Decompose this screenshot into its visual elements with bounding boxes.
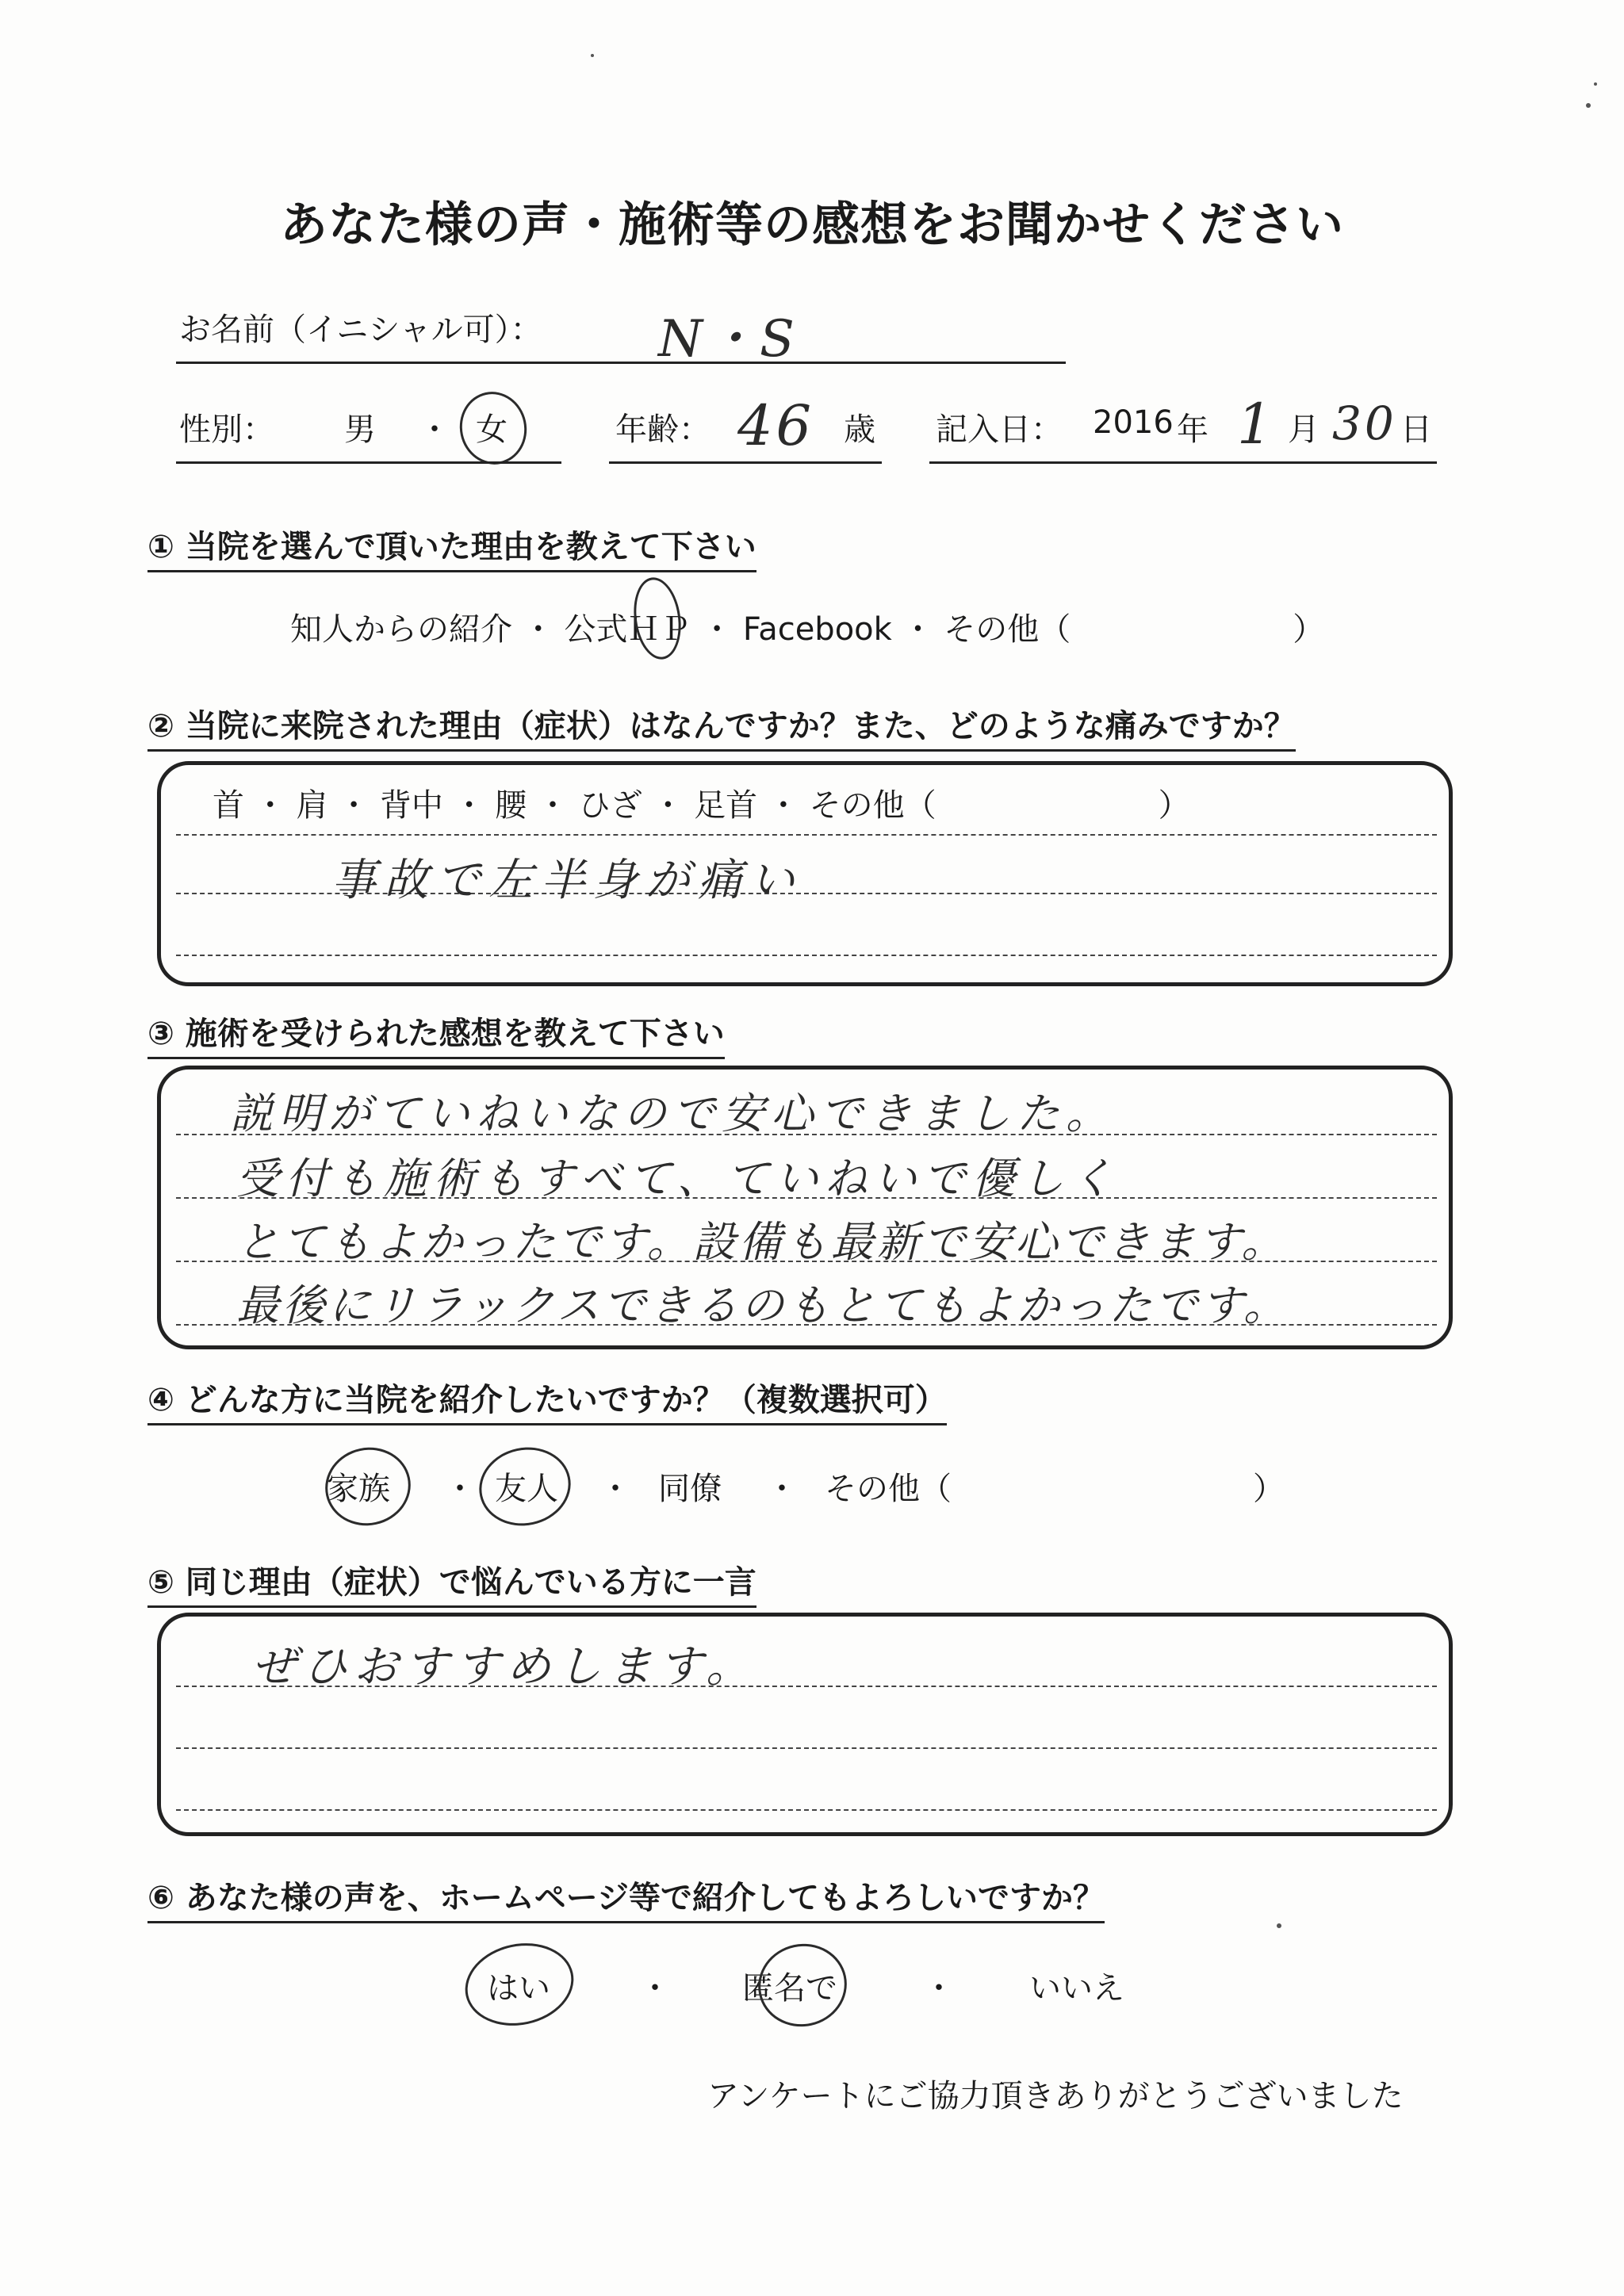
q5-heading: ⑤ 同じ理由（症状）で悩んでいる方に一言 bbox=[147, 1557, 756, 1608]
q2-options[interactable]: 首 ・ 肩 ・ 背中 ・ 腰 ・ ひざ ・ 足首 ・ その他（ ） bbox=[213, 787, 1190, 824]
q4-separator: ・ bbox=[444, 1471, 476, 1507]
q6-option-yes[interactable]: はい bbox=[487, 1970, 550, 2007]
gender-separator: ・ bbox=[419, 411, 450, 448]
footer-thanks: アンケートにご協力頂きありがとうございました bbox=[707, 2078, 1404, 2114]
name-underline bbox=[176, 362, 1066, 364]
q3-answer-line[interactable]: 説明がていねいなので安心できました。 bbox=[230, 1089, 1115, 1138]
q1-options[interactable]: 知人からの紹介 ・ 公式ＨＰ ・ Facebook ・ その他（ ） bbox=[290, 611, 1325, 648]
q3-answer-line[interactable]: 受付も施術もすべて、ていねいで優しく bbox=[236, 1154, 1120, 1203]
gender-underline bbox=[176, 461, 561, 464]
q4-selection-circle-family bbox=[318, 1440, 418, 1533]
q2-line bbox=[176, 834, 1437, 836]
q4-separator: ・ bbox=[766, 1471, 798, 1507]
q6-separator: ・ bbox=[923, 1970, 955, 2007]
scan-speck bbox=[1594, 82, 1597, 86]
date-day[interactable]: 30 bbox=[1332, 396, 1397, 450]
date-day-unit: 日 bbox=[1400, 411, 1432, 448]
q6-selection-circle-yes bbox=[458, 1934, 581, 2035]
gender-selection-circle bbox=[453, 385, 533, 470]
q2-heading: ② 当院に来院された理由（症状）はなんですか？また、どのような痛みですか？ bbox=[147, 701, 1296, 752]
age-value[interactable]: 46 bbox=[737, 393, 815, 458]
date-year-unit: 年 bbox=[1177, 411, 1208, 448]
scan-speck bbox=[1277, 1923, 1281, 1928]
name-label: お名前（イニシャル可）： bbox=[179, 312, 542, 348]
q3-answer-line[interactable]: とてもよかったです。設備も最新で安心できます。 bbox=[236, 1217, 1288, 1267]
scan-speck bbox=[1586, 103, 1591, 108]
q4-option-other-close: ） bbox=[1253, 1471, 1285, 1507]
age-label: 年齢： bbox=[615, 411, 710, 448]
date-month-unit: 月 bbox=[1288, 411, 1320, 448]
q3-answer-line[interactable]: 最後にリラックスできるのもとてもよかったです。 bbox=[236, 1280, 1290, 1330]
gender-label: 性別： bbox=[179, 411, 274, 448]
date-month[interactable]: 1 bbox=[1237, 392, 1276, 457]
scan-speck bbox=[591, 54, 594, 57]
q6-separator: ・ bbox=[639, 1970, 671, 2007]
q4-option-family[interactable]: 家族 bbox=[327, 1471, 390, 1507]
q4-selection-circle-friend bbox=[472, 1439, 578, 1534]
q2-answer[interactable]: 事故で左半身が痛い bbox=[331, 855, 802, 906]
q2-line bbox=[176, 955, 1437, 956]
date-year: 2016 bbox=[1093, 404, 1174, 441]
q6-selection-circle-anonymous bbox=[750, 1935, 854, 2034]
q1-heading: ① 当院を選んで頂いた理由を教えて下さい bbox=[147, 522, 756, 572]
name-value[interactable]: N・S bbox=[658, 310, 798, 369]
age-underline bbox=[609, 461, 882, 464]
q4-separator: ・ bbox=[599, 1471, 631, 1507]
q5-line bbox=[176, 1747, 1437, 1749]
age-unit: 歳 bbox=[844, 411, 875, 448]
q4-option-other[interactable]: その他（ bbox=[825, 1471, 952, 1507]
q5-answer[interactable]: ぜひおすすめします。 bbox=[252, 1641, 757, 1693]
q6-option-no[interactable]: いいえ bbox=[1029, 1970, 1124, 2007]
q3-heading: ③ 施術を受けられた感想を教えて下さい bbox=[147, 1008, 725, 1059]
q5-line bbox=[176, 1809, 1437, 1811]
q4-heading: ④ どんな方に当院を紹介したいですか？（複数選択可） bbox=[147, 1375, 947, 1425]
gender-option-female[interactable]: 女 bbox=[476, 411, 508, 448]
q6-option-anonymous[interactable]: 匿名で bbox=[742, 1970, 837, 2007]
page-title: あなた様の声・施術等の感想をお聞かせください bbox=[280, 197, 1344, 253]
q4-option-coworker[interactable]: 同僚 bbox=[658, 1471, 722, 1507]
q4-option-friend[interactable]: 友人 bbox=[495, 1471, 558, 1507]
gender-option-male[interactable]: 男 bbox=[344, 411, 376, 448]
q6-heading: ⑥ あなた様の声を、ホームページ等で紹介してもよろしいですか？ bbox=[147, 1873, 1105, 1923]
date-label: 記入日： bbox=[936, 411, 1063, 448]
date-underline bbox=[929, 461, 1437, 464]
